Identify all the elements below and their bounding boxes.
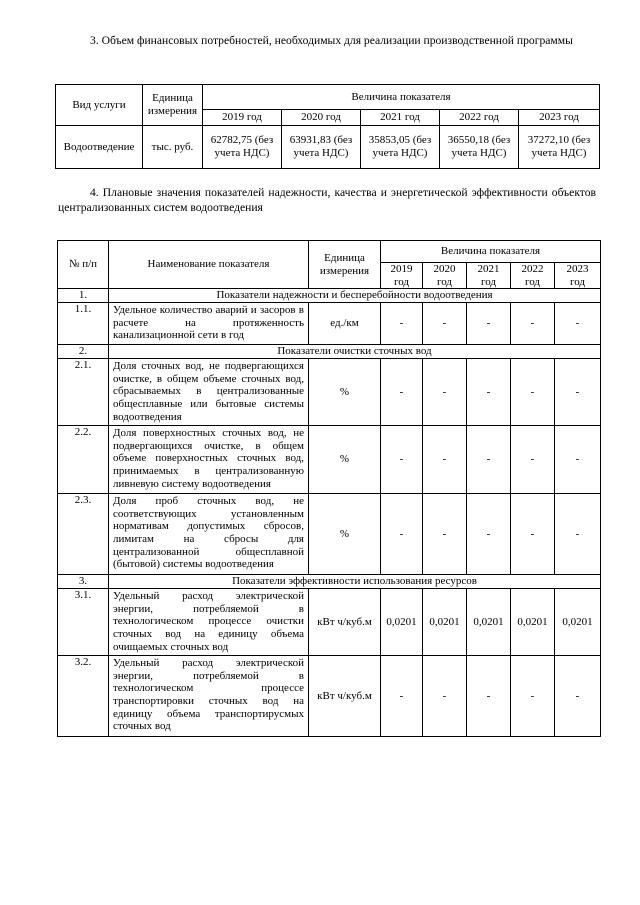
value-cell: - (467, 303, 511, 345)
col-name-header: Наименование показателя (109, 241, 309, 289)
section-title: Показатели надежности и бесперебойности водоотведения (109, 289, 601, 303)
section-title: Показатели очистки сточных вод (109, 345, 601, 359)
col-value-header: Величина показателя (203, 85, 600, 110)
unit-cell: ед./км (309, 303, 381, 345)
value-cell: 0,0201 (423, 589, 467, 656)
col-num-header: № п/п (58, 241, 109, 289)
section-row (58, 575, 601, 589)
value-cell: - (381, 494, 423, 575)
value-cell: - (555, 359, 601, 426)
indicator-name: Удельный расход электрической энергии, потребляемой в технологическом процессе транспортировки сточных вод на единицу объема транспортирусмых сточных вод (109, 656, 309, 737)
col-value-header: Величина показателя (381, 241, 601, 263)
section-row (58, 289, 601, 303)
col-unit-header: Единица измерения (143, 85, 203, 126)
year-header: 2019 год (381, 263, 423, 289)
indicator-name: Удельный расход электрической энергии, потребляемой в технологическом процессе очистки сточных вод на единицу объема очищаемых сточных вод (109, 589, 309, 656)
indicator-name: Доля проб сточных вод, не соответствующих установленным нормативам допустимых сбросов, лимитам на сбросы для централизованной общесплавной (бытовой) системы водоотведения (109, 494, 309, 575)
table-row (58, 359, 601, 426)
value-cell: - (467, 426, 511, 494)
table-row (58, 303, 601, 345)
value-cell: 0,0201 (555, 589, 601, 656)
year-header: 2022 год (440, 110, 519, 126)
value-cell: - (555, 426, 601, 494)
unit-cell: тыс. руб. (143, 126, 203, 169)
section-number: 3. (58, 575, 109, 589)
table-row (58, 494, 601, 575)
value-cell: - (381, 303, 423, 345)
section-4-heading: 4. Плановые значения показателей надежности, качества и энергетической эффективности объектов централизованных систем водоотведения (58, 186, 596, 214)
unit-cell: % (309, 426, 381, 494)
year-header: 2022 год (511, 263, 555, 289)
value-cell: - (511, 303, 555, 345)
value-cell: - (511, 494, 555, 575)
service-cell: Водоотведение (56, 126, 143, 169)
year-header: 2020 год (282, 110, 361, 126)
indicator-name: Доля сточных вод, не подвергающихся очистке, в общем объеме сточных вод, сбрасываемых в централизованные общесплавные или бытовые системы водоотведения (109, 359, 309, 426)
indicators-table (57, 240, 601, 737)
section-number: 2. (58, 345, 109, 359)
value-cell: 37272,10 (без учета НДС) (519, 126, 600, 169)
value-cell: - (423, 494, 467, 575)
value-cell: - (381, 426, 423, 494)
value-cell: - (423, 303, 467, 345)
table-row (56, 126, 600, 169)
col-unit-header: Единица измерения (309, 241, 381, 289)
value-cell: - (467, 359, 511, 426)
year-header: 2023 год (555, 263, 601, 289)
row-number: 3.2. (58, 656, 109, 737)
section-number: 1. (58, 289, 109, 303)
value-cell: - (423, 359, 467, 426)
value-cell: - (423, 426, 467, 494)
col-service-header: Вид услуги (56, 85, 143, 126)
unit-cell: кВт ч/куб.м (309, 589, 381, 656)
row-number: 3.1. (58, 589, 109, 656)
value-cell: - (467, 494, 511, 575)
value-cell: - (511, 426, 555, 494)
value-cell: 0,0201 (381, 589, 423, 656)
value-cell: 63931,83 (без учета НДС) (282, 126, 361, 169)
year-header: 2021 год (361, 110, 440, 126)
year-header: 2020 год (423, 263, 467, 289)
table-row (58, 589, 601, 656)
value-cell: 0,0201 (467, 589, 511, 656)
value-cell: - (555, 494, 601, 575)
unit-cell: кВт ч/куб.м (309, 656, 381, 737)
value-cell: - (381, 656, 423, 737)
value-cell: 35853,05 (без учета НДС) (361, 126, 440, 169)
value-cell: - (381, 359, 423, 426)
row-number: 1.1. (58, 303, 109, 345)
financial-needs-table (55, 84, 600, 169)
indicator-name: Доля поверхностных сточных вод, не подвергающихся очистке, в общем объеме поверхностных сточных вод, принимаемых в централизованную ливневую систему водоотведения (109, 426, 309, 494)
value-cell: 36550,18 (без учета НДС) (440, 126, 519, 169)
section-row (58, 345, 601, 359)
value-cell: - (423, 656, 467, 737)
table-row (58, 656, 601, 737)
unit-cell: % (309, 494, 381, 575)
value-cell: - (511, 656, 555, 737)
value-cell: - (467, 656, 511, 737)
value-cell: - (511, 359, 555, 426)
table-row (58, 426, 601, 494)
value-cell: - (555, 303, 601, 345)
unit-cell: % (309, 359, 381, 426)
value-cell: - (555, 656, 601, 737)
value-cell: 62782,75 (без учета НДС) (203, 126, 282, 169)
year-header: 2023 год (519, 110, 600, 126)
section-3-heading: 3. Объем финансовых потребностей, необходимых для реализации производственной программы (90, 34, 573, 47)
year-header: 2021 год (467, 263, 511, 289)
row-number: 2.1. (58, 359, 109, 426)
year-header: 2019 год (203, 110, 282, 126)
row-number: 2.3. (58, 494, 109, 575)
row-number: 2.2. (58, 426, 109, 494)
value-cell: 0,0201 (511, 589, 555, 656)
indicator-name: Удельное количество аварий и засоров в расчете на протяженность канализационной сети в год (109, 303, 309, 345)
section-title: Показатели эффективности использования ресурсов (109, 575, 601, 589)
